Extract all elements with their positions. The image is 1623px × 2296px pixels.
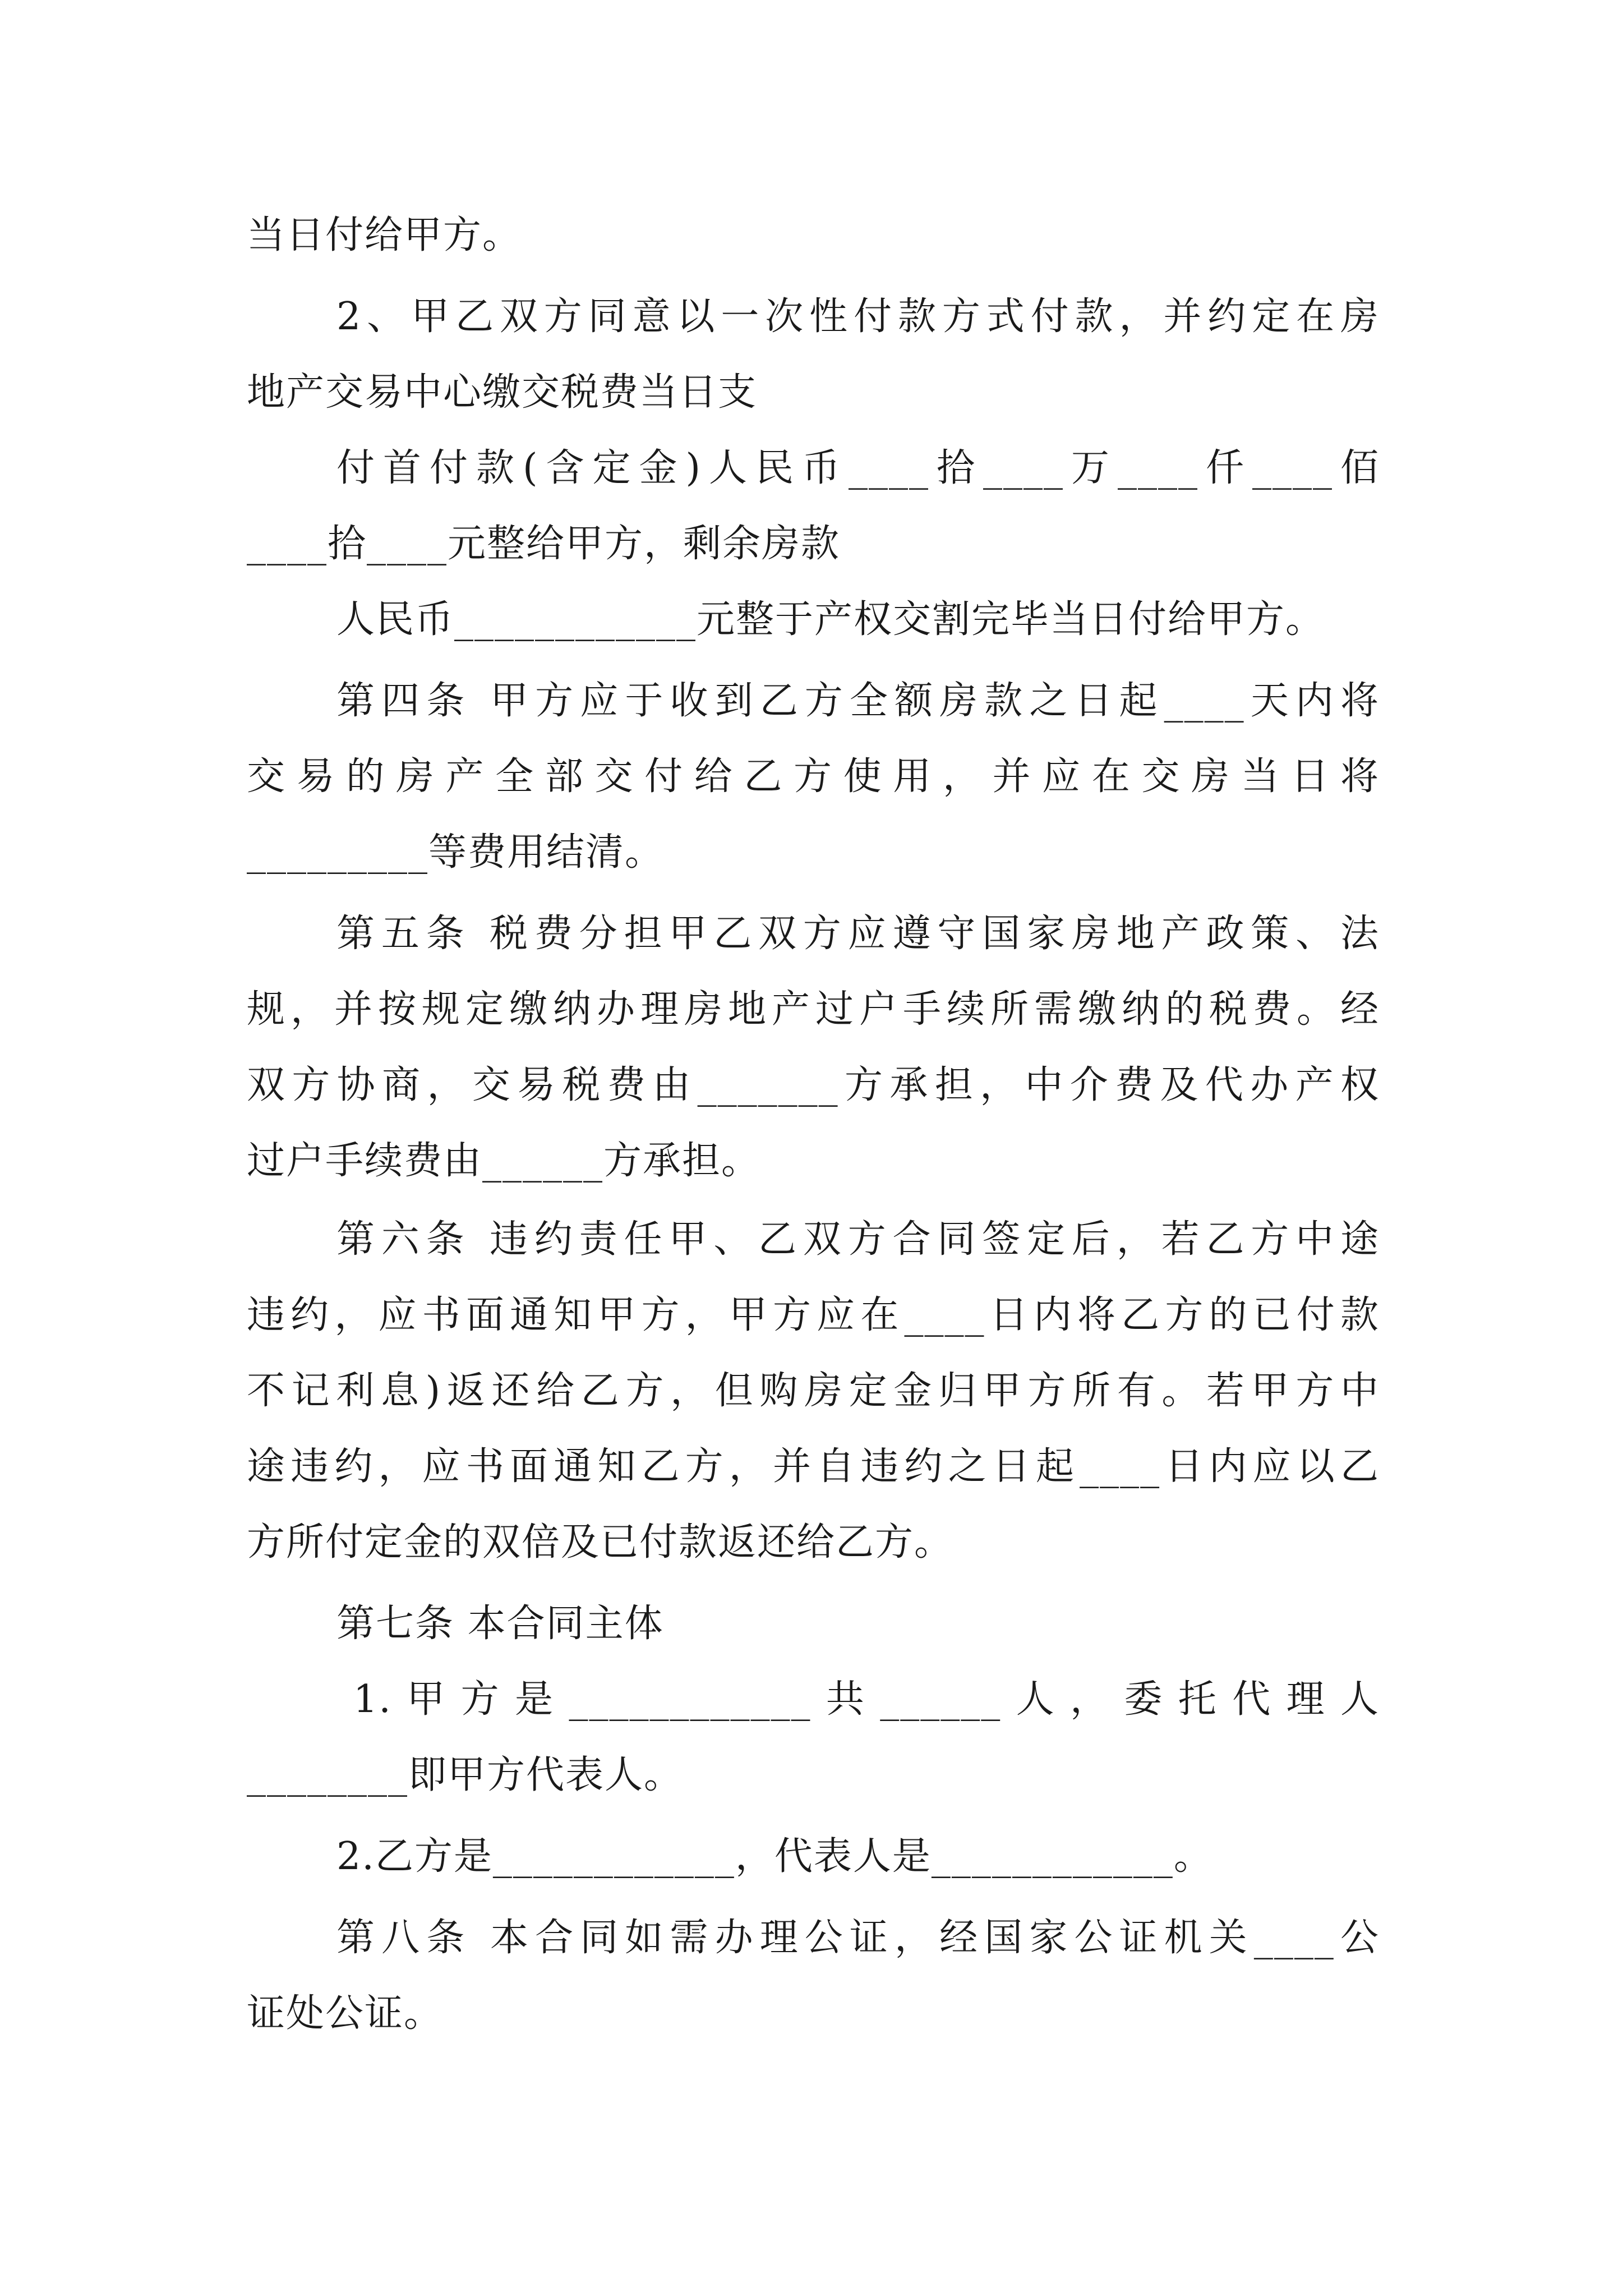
text-line: 双方协商，交易税费由_______方承担，中介费及代办产权 [247, 1063, 1380, 1107]
text-line: ____拾____元整给甲方，剩余房款 [247, 522, 841, 566]
text-line: ________即甲方代表人。 [247, 1753, 684, 1797]
text-line: 付首付款(含定金)人民币____拾____万____仟____佰 [336, 446, 1380, 490]
text-line: 过户手续费由______方承担。 [247, 1139, 761, 1183]
text-line: 证处公证。 [247, 1991, 444, 2036]
text-line: _________等费用结清。 [247, 830, 665, 875]
text-line: 规，并按规定缴纳办理房地产过户手续所需缴纳的税费。经 [247, 987, 1380, 1032]
text-line: 交易的房产全部交付给乙方使用，并应在交房当日将 [247, 754, 1380, 799]
text-line: 方所付定金的双倍及已付款返还给乙方。 [247, 1520, 954, 1565]
text-line: 人民币____________元整于产权交割完毕当日付给甲方。 [336, 597, 1325, 642]
text-line: 途违约，应书面通知乙方，并自违约之日起____日内应以乙 [247, 1444, 1380, 1489]
text-line: 第七条 本合同主体 [336, 1602, 664, 1646]
text-line: 1.甲方是____________共______人，委托代理人 [353, 1677, 1380, 1722]
text-line: 第四条 甲方应于收到乙方全额房款之日起____天内将 [336, 679, 1380, 723]
text-line: 违约，应书面通知甲方，甲方应在____日内将乙方的已付款 [247, 1293, 1380, 1337]
text-line: 当日付给甲方。 [247, 213, 522, 257]
text-line: 第五条 税费分担甲乙双方应遵守国家房地产政策、法 [336, 912, 1380, 956]
text-line: 2、甲乙双方同意以一次性付款方式付款，并约定在房 [336, 295, 1380, 339]
text-line: 地产交易中心缴交税费当日支 [247, 370, 758, 415]
text-line: 第六条 违约责任甲、乙双方合同签定后，若乙方中途 [336, 1217, 1380, 1262]
text-line: 不记利息)返还给乙方，但购房定金归甲方所有。若甲方中 [247, 1369, 1380, 1413]
text-line: 2.乙方是____________，代表人是____________。 [336, 1834, 1213, 1879]
text-line: 第八条 本合同如需办理公证，经国家公证机关____公 [336, 1916, 1380, 1960]
